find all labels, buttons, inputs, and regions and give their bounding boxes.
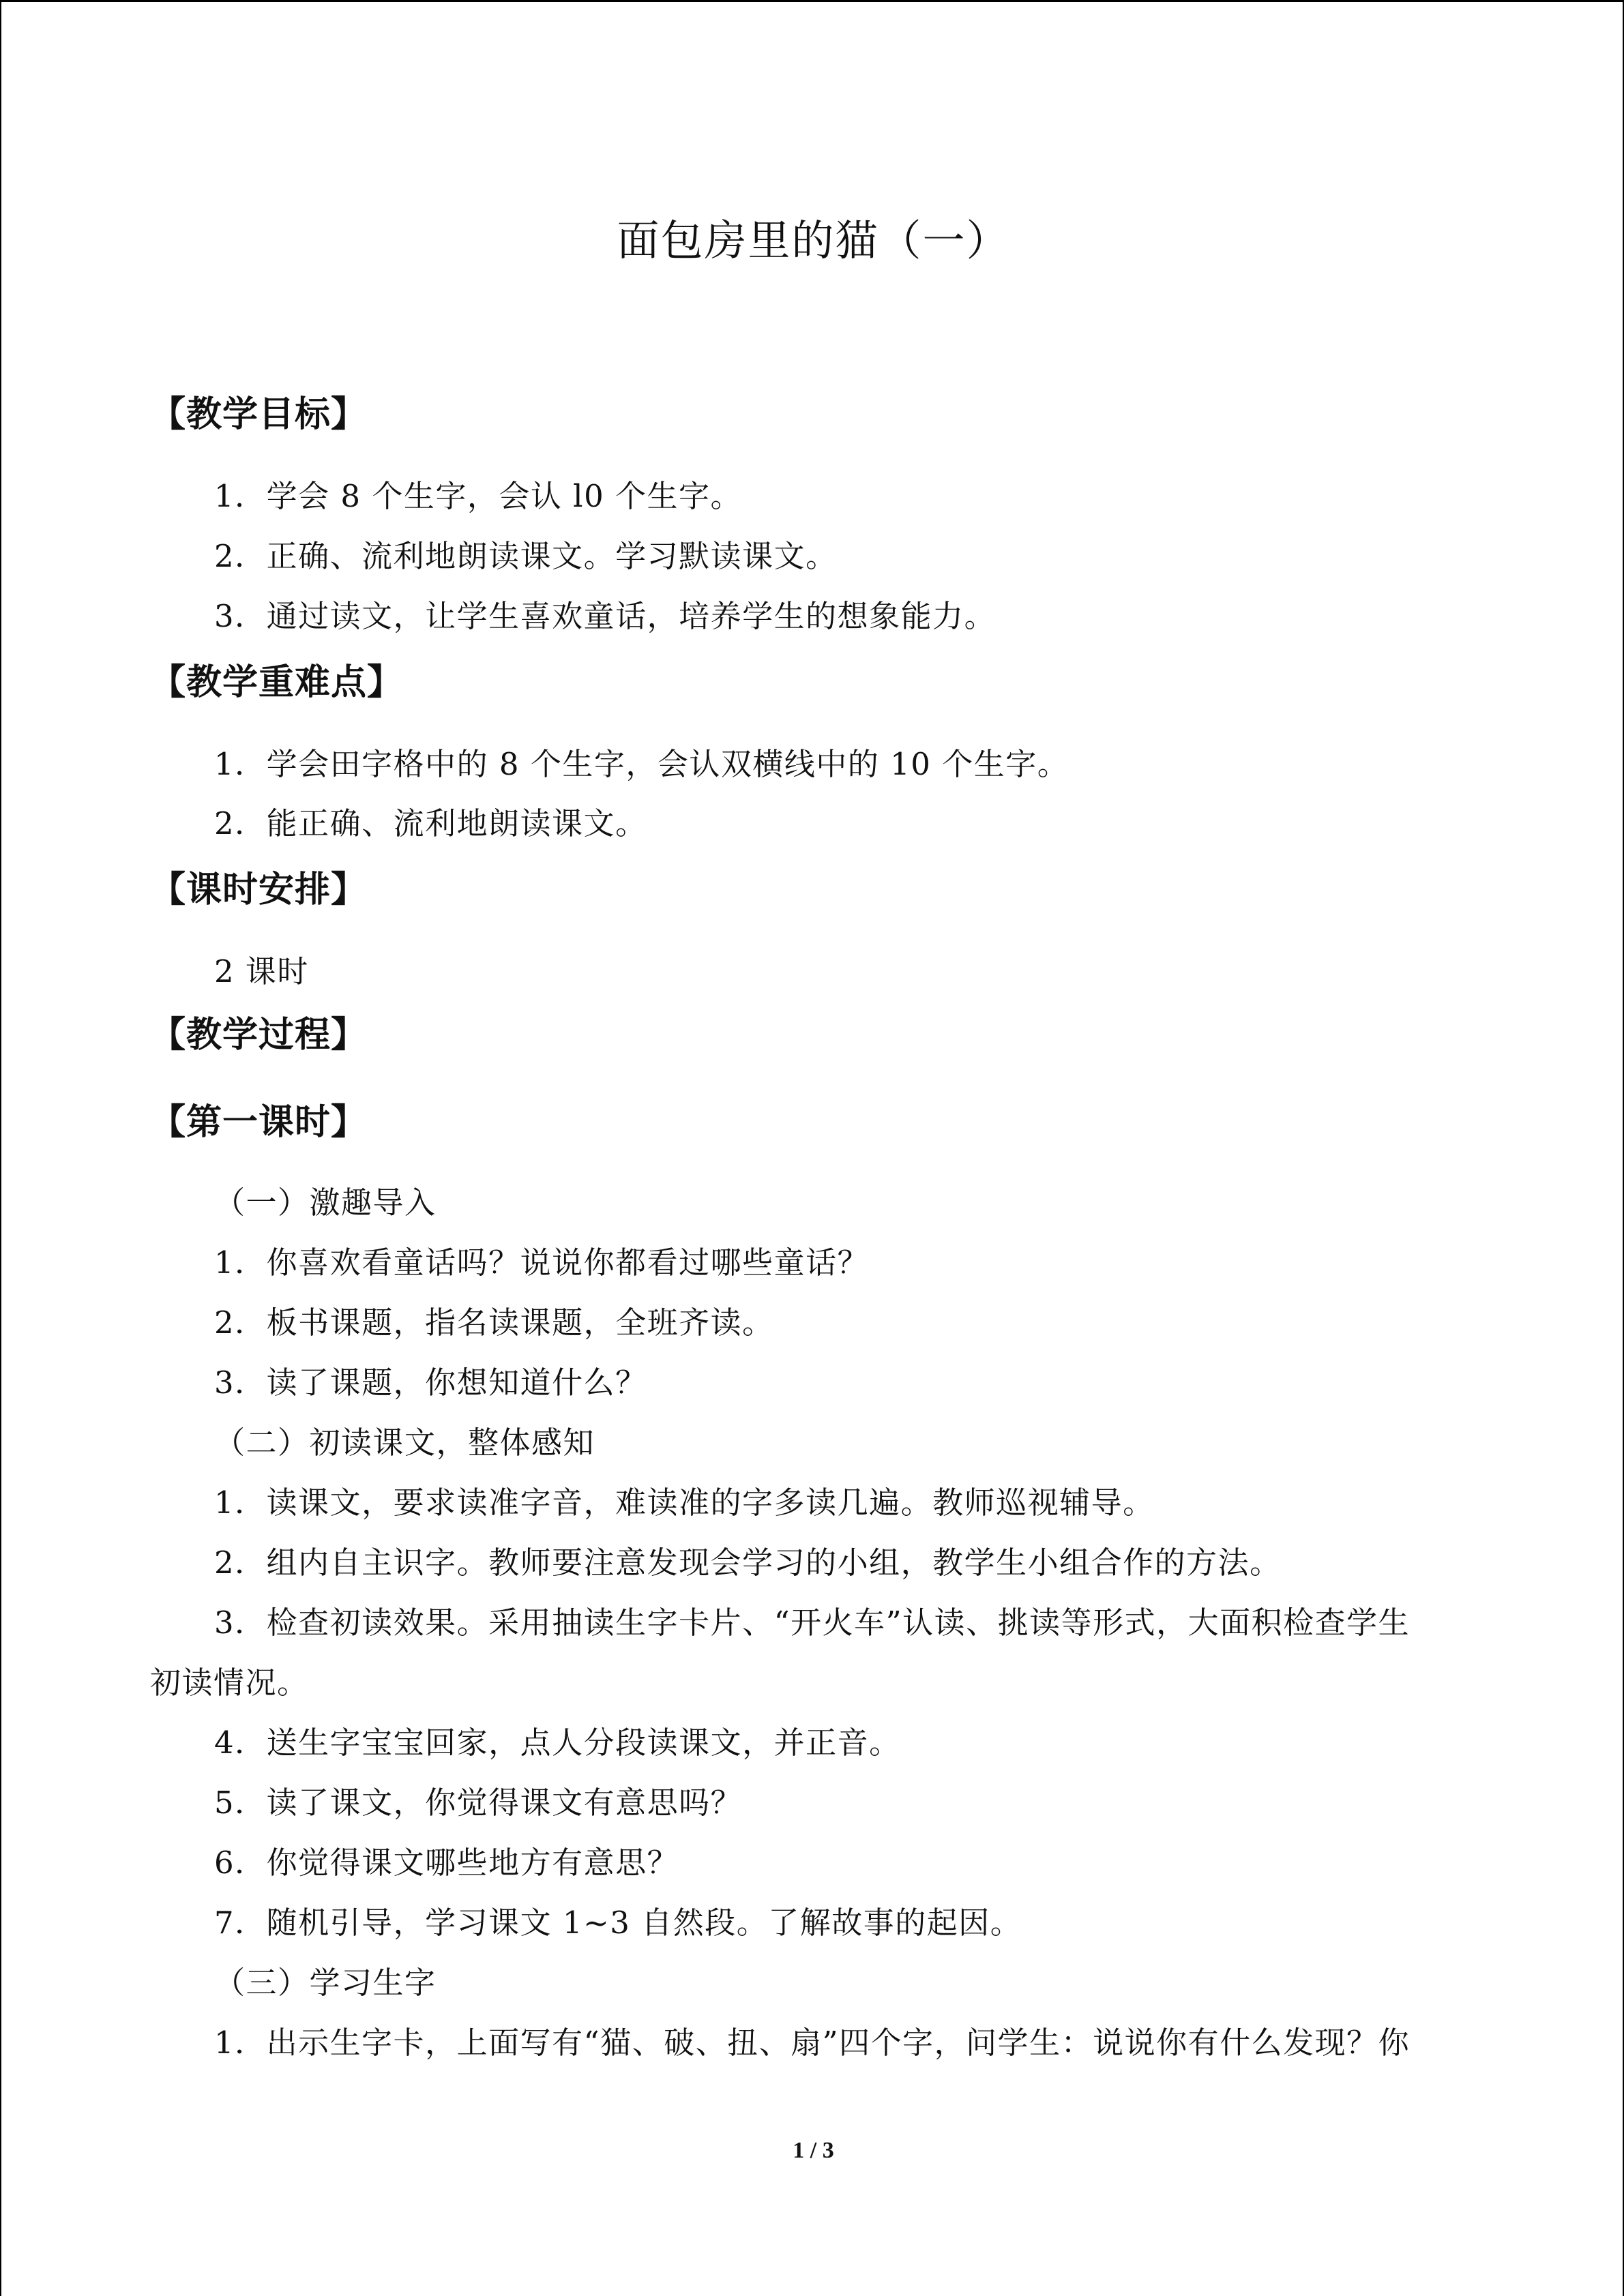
part-2-title: （二）初读课文，整体感知 [214,1425,595,1461]
key-point-item-2: 2．能正确、流利地朗读课文。 [214,805,647,841]
heading-key-points: 【教学重难点】 [150,662,404,703]
part-2-item-5: 5．读了课文，你觉得课文有意思吗？ [214,1785,743,1821]
part-1-item-3: 3．读了课题，你想知道什么？ [214,1365,647,1401]
part-1-item-2: 2．板书课题，指名读课题，全班齐读。 [214,1304,774,1341]
document-title: 面包房里的猫（一） [617,215,1010,265]
part-2-item-3: 3．检查初读效果。采用抽读生字卡片、“开火车”认读、挑读等形式，大面积检查学生 [214,1605,1411,1641]
part-3-item-1: 1．出示生字卡，上面写有“猫、破、扭、扇”四个字，问学生：说说你有什么发现？你 [214,2025,1411,2061]
page-number: 1 / 3 [793,2138,834,2163]
schedule-text: 2 课时 [214,953,309,989]
part-2-item-3-continuation: 初读情况。 [150,1665,309,1701]
key-point-item-1: 1．学会田字格中的 8 个生字，会认双横线中的 10 个生字。 [214,746,1069,782]
heading-schedule: 【课时安排】 [150,869,368,910]
heading-objectives: 【教学目标】 [150,394,368,435]
part-1-title: （一）激趣导入 [214,1184,437,1221]
part-1-item-1: 1．你喜欢看童话吗？说说你都看过哪些童话？ [214,1244,870,1281]
objective-item-1: 1．学会 8 个生字，会认 l0 个生字。 [214,478,743,514]
heading-lesson-1: 【第一课时】 [150,1102,368,1143]
part-2-item-4: 4．送生字宝宝回家，点人分段读课文，并正音。 [214,1725,901,1761]
part-3-title: （三）学习生字 [214,1965,437,2001]
part-2-item-1: 1．读课文，要求读准字音，难读准的字多读几遍。教师巡视辅导。 [214,1485,1155,1521]
heading-process: 【教学过程】 [150,1015,368,1056]
part-2-item-2: 2．组内自主识字。教师要注意发现会学习的小组，教学生小组合作的方法。 [214,1545,1282,1581]
part-2-item-7: 7．随机引导，学习课文 1~3 自然段。了解故事的起因。 [214,1905,1022,1941]
part-2-item-6: 6．你觉得课文哪些地方有意思？ [214,1845,679,1881]
objective-item-2: 2．正确、流利地朗读课文。学习默读课文。 [214,538,838,574]
objective-item-3: 3．通过读文，让学生喜欢童话，培养学生的想象能力。 [214,598,996,634]
